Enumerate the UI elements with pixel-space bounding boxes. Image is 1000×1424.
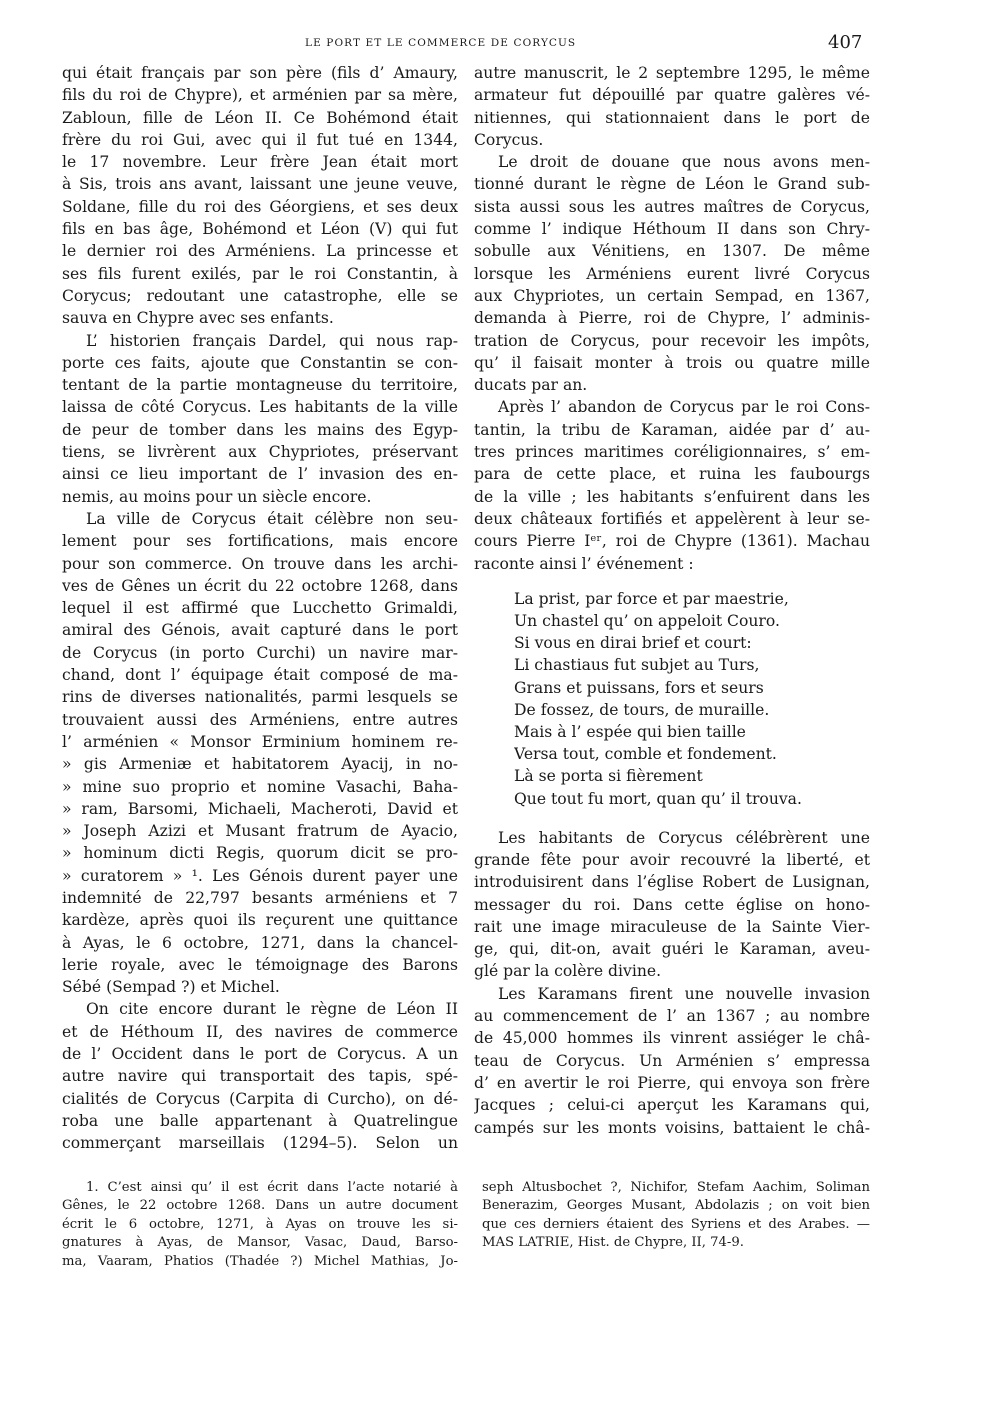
page-header [0, 32, 1000, 56]
footnote-right [482, 1179, 870, 1253]
text-line: Les habitants de Corycus célébrèrent une [498, 828, 870, 847]
text-line: sauva en Chypre avec ses enfants. [62, 309, 334, 328]
text-line: lequel il est affirmé que Lucchetto Grimaldi, [62, 599, 458, 618]
text-line: Jacques ; celui-ci aperçut les Karamans qui, [474, 1096, 870, 1115]
verse-quotation [514, 588, 870, 810]
footnote-line: Gênes, le 22 octobre 1268. Dans un autre document [62, 1198, 458, 1214]
verse-line: Si vous en dirai brief et court: [514, 634, 752, 653]
text-line: cialités de Corycus (Carpita di Curcho), on dé- [62, 1089, 458, 1108]
footnote-line: ma, Vaaram, Phatios (Thadée ?) Michel Mathias, Jo- [62, 1253, 458, 1269]
text-line: roba une balle appartenant à Quatrelingue [62, 1111, 458, 1130]
verse-line: Là se porta si fièrement [514, 767, 703, 786]
text-line: chand, dont l’ équipage était composé de ma- [62, 666, 458, 685]
text-line: et de Héthoum II, des navires de commerce [62, 1022, 458, 1041]
text-line: qui était français par son père (fils d’ Amaury, [62, 64, 458, 82]
text-line: fils du roi de Chypre), et arménien par sa mère, [62, 86, 458, 105]
text-line: On cite encore durant le règne de Léon II [86, 1000, 458, 1019]
footnote-line: 1. C’est ainsi qu’ il est écrit dans l’acte notarié à [86, 1180, 458, 1195]
text-line: frère du roi Gui, avec qui il fut tué en 1344, [62, 130, 458, 149]
verse-line: Li chastiaus fut subjet au Turs, [514, 656, 760, 675]
text-line: comme l’ indique Héthoum II dans son Chry- [474, 220, 870, 239]
text-line: » hominum dicti Regis, quorum dicit se pro- [62, 844, 458, 863]
text-line: indemnité de 22,797 besants arméniens et 7 [62, 888, 458, 907]
text-line: tiens, se livrèrent aux Chypriotes, préservant [62, 443, 458, 462]
text-line: ge, qui, dit-on, avait guéri le Karaman, aveu- [474, 940, 870, 959]
text-line: sista aussi sous les autres maîtres de Corycus, [474, 197, 870, 216]
left-column [62, 62, 458, 1155]
text-line: le 17 novembre. Leur frère Jean était mort [62, 153, 458, 172]
text-line: lerie royale, avec le témoignage des Barons [62, 955, 458, 974]
text-line: lement pour ses fortifications, mais encore [62, 532, 458, 551]
text-line: armateur fut dépouillé par quatre galères vé- [474, 86, 870, 105]
text-line: ducats par an. [474, 376, 588, 395]
text-line: de peur de tomber dans les mains des Egyp- [62, 420, 458, 439]
text-line: amiral des Génois, avait capturé dans le port [62, 621, 458, 640]
text-line: demanda à Pierre, roi de Chypre, l’ adminis- [474, 309, 870, 328]
text-line: d’ en avertir le roi Pierre, qui envoya son frère [474, 1073, 870, 1092]
text-line: para de cette place, et ruina les faubourgs [474, 465, 870, 484]
text-line: de 45,000 hommes ils vinrent assiéger le châ- [474, 1029, 870, 1048]
text-line: autre navire qui transportait des tapis, spé- [62, 1067, 458, 1086]
text-line: rins de diverses nationalités, parmi lesquels se [62, 688, 458, 707]
text-line: à Ayas, le 6 octobre, 1271, dans la chancel- [62, 933, 458, 952]
text-line: teau de Corycus. Un Arménien s’ empressa [474, 1051, 870, 1070]
text-line: Zabloun, fille de Léon II. Ce Bohémond était [62, 108, 458, 127]
text-line: Corycus. [474, 130, 544, 149]
text-line: ses fils furent exilés, par le roi Constantin, à [62, 264, 458, 283]
text-line: laissa de côté Corycus. Les habitants de la ville [62, 398, 458, 417]
text-line: tionné durant le règne de Léon le Grand sub- [474, 175, 870, 194]
verse-line: Mais à l’ espée qui bien taille [514, 722, 746, 741]
text-line: l’ arménien « Monsor Erminium hominem re- [62, 732, 458, 751]
footnote-line: Benerazim, Georges Musant, Abdolazis ; on voit bien [482, 1198, 870, 1214]
text-line: de l’ Occident dans le port de Corycus. A un [62, 1045, 458, 1064]
footnote-line: seph Altusbochet ?, Nichifor, Stefam Aachim, Soliman [482, 1180, 870, 1195]
footnote-line: écrit le 6 octobre, 1271, à Ayas on trouve les si- [62, 1216, 458, 1232]
text-line: L’ historien français Dardel, qui nous rap- [86, 331, 458, 350]
text-line: » curatorem » ¹. Les Génois durent payer une [62, 866, 458, 885]
text-line: rait une image miraculeuse de la Sainte Vier- [474, 917, 870, 936]
verse-line: Versa tout, comble et fondement. [514, 745, 777, 764]
text-line: le dernier roi des Arméniens. La princesse et [62, 242, 458, 261]
text-line: nemis, au moins pour un siècle encore. [62, 487, 372, 506]
footnote-left [62, 1179, 458, 1271]
text-line: tentant de la partie montagneuse du territoire, [62, 376, 458, 395]
text-line: de Corycus (in porto Curchi) un navire mar- [62, 643, 458, 662]
verse-line: De fossez, de tours, de muraille. [514, 700, 770, 719]
text-line: campés sur les monts voisins, battaient le châ- [474, 1118, 870, 1137]
text-line: La ville de Corycus était célèbre non seu- [86, 509, 458, 528]
text-line: Corycus; redoutant une catastrophe, elle se [62, 286, 458, 305]
text-line: tration de Corycus, pour recevoir les impôts, [474, 331, 870, 350]
text-line: raconte ainsi l’ événement : [474, 554, 694, 573]
text-line: tres princes maritimes coréligionnaires, s’ em- [474, 443, 870, 462]
verse-line: Un chastel qu’ on appeloit Couro. [514, 612, 780, 631]
text-line: nitiennes, qui stationnaient dans le port de [474, 108, 870, 127]
text-line: Les Karamans firent une nouvelle invasion [498, 984, 870, 1003]
text-line: messager du roi. Dans cette église on hono- [474, 895, 870, 914]
text-line: aux Chypriotes, un certain Sempad, en 1367, [474, 286, 870, 305]
verse-line: Grans et puissans, fors et seurs [514, 678, 764, 697]
verse-line: La prist, par force et par maestrie, [514, 589, 789, 608]
text-line: autre manuscrit, le 2 septembre 1295, le même [474, 64, 870, 82]
footnote-line: que ces derniers étaient des Syriens et des Arabes. — [482, 1216, 870, 1232]
text-line: de la ville ; les habitants s’enfuirent dans les [474, 487, 870, 506]
text-line: tantin, la tribu de Karaman, aidée par d’ au- [474, 420, 870, 439]
text-line: commerçant marseillais (1294–5). Selon un [62, 1134, 458, 1153]
text-line: » ram, Barsomi, Michaeli, Macheroti, David et [62, 799, 458, 818]
text-line: Soldane, fille du roi des Géorgiens, et ses deux [62, 197, 458, 216]
right-column [474, 62, 870, 1139]
text-line: deux châteaux fortifiés et appelèrent à leur se- [474, 509, 870, 528]
text-line: Sébé (Sempad ?) et Michel. [62, 978, 280, 997]
text-line: porte ces faits, ajoute que Constantin se con- [62, 353, 458, 372]
text-line: » mine suo proprio et nomine Vasachi, Baha- [62, 777, 458, 796]
text-line: introduisirent dans l’église Robert de Lusignan, [474, 873, 870, 892]
text-line: sobulle aux Vénitiens, en 1307. De même [474, 242, 870, 261]
text-line: » gis Armeniæ et habitatorem Ayacij, in no- [62, 755, 458, 774]
text-line: » Joseph Azizi et Musant fratrum de Ayacio, [62, 822, 458, 841]
text-line: ainsi ce lieu important de l’ invasion des en- [62, 465, 458, 484]
text-line: au commencement de l’ an 1367 ; au nombre [474, 1007, 870, 1026]
text-line: grande fête pour avoir recouvré la liberté, et [474, 851, 870, 869]
verse-line: Que tout fu mort, quan qu’ il trouva. [514, 789, 802, 808]
text-line: qu’ il faisait monter à trois ou quatre mille [474, 353, 870, 372]
text-line: Après l’ abandon de Corycus par le roi Cons- [498, 398, 870, 417]
page-number: 407 [828, 32, 863, 53]
footnote-line: gnatures à Ayas, de Mansor, Vasac, Daud, Barso- [62, 1235, 458, 1251]
text-line: kardèze, après quoi ils reçurent une quittance [62, 911, 458, 930]
footnote-line: MAS LATRIE, Hist. de Chypre, II, 74-9. [482, 1235, 744, 1251]
text-line: cours Pierre Iᵉʳ, roi de Chypre (1361). Machau [474, 532, 870, 551]
text-line: trouvaient aussi des Arméniens, entre autres [62, 710, 458, 729]
text-line: lorsque les Arméniens eurent livré Corycus [474, 264, 870, 283]
text-line: Le droit de douane que nous avons men- [498, 153, 870, 172]
text-line: à Sis, trois ans avant, laissant une jeune veuve, [62, 175, 458, 194]
running-title: LE PORT ET LE COMMERCE DE CORYCUS [305, 37, 577, 49]
text-line: fils en bas âge, Bohémond et Léon (V) qui fut [62, 220, 458, 239]
text-line: pour son commerce. On trouve dans les archi- [62, 554, 458, 573]
text-line: ves de Gênes un écrit du 22 octobre 1268, dans [62, 576, 458, 595]
text-line: glé par la colère divine. [474, 962, 662, 981]
